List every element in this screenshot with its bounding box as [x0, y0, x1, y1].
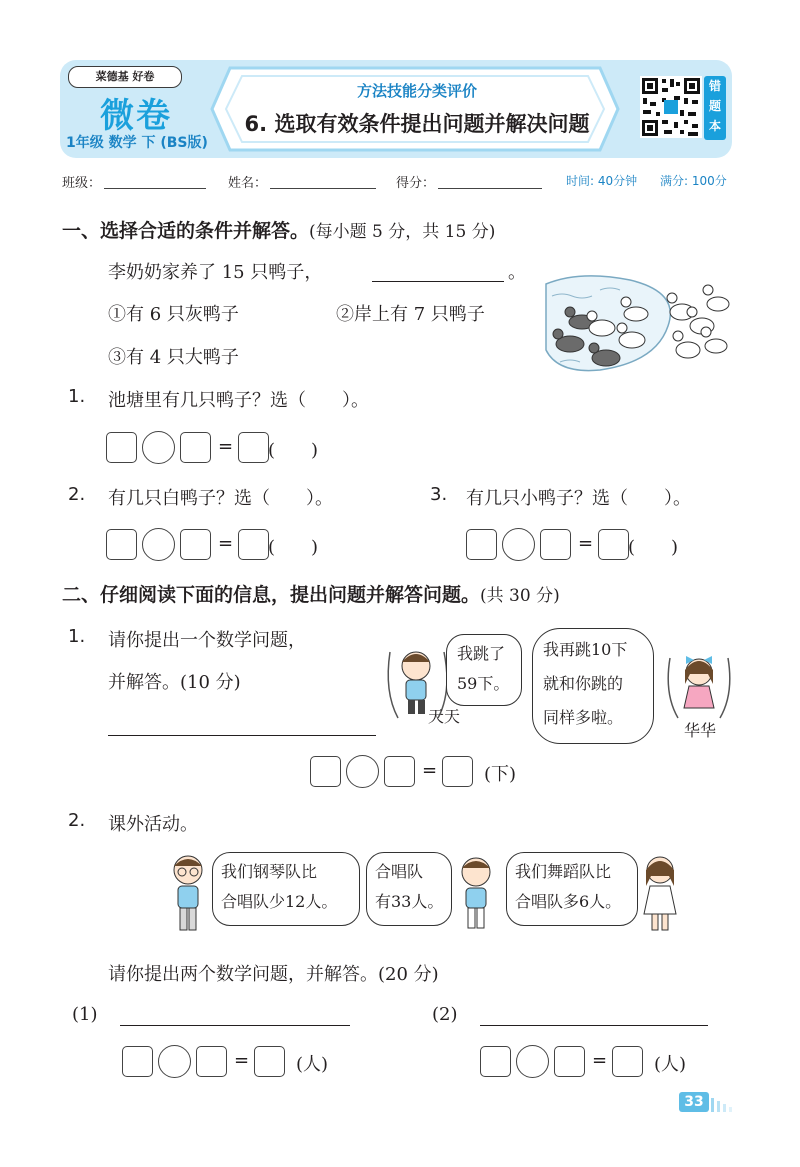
answer-box[interactable] [480, 1046, 511, 1077]
speech-bubble-piano [212, 852, 360, 926]
error-book-tab[interactable] [704, 76, 726, 140]
operator-circle[interactable] [158, 1045, 191, 1078]
unit-blank[interactable]: ( ) [268, 537, 319, 558]
question-write-line[interactable] [480, 1025, 708, 1026]
answer-box[interactable] [310, 756, 341, 787]
option-3: ③有 4 只大鸭子 [108, 347, 239, 368]
operator-circle[interactable] [516, 1045, 549, 1078]
operator-circle[interactable] [142, 528, 175, 561]
section1-score-note: (每小题 5 分，共 15 分) [309, 222, 496, 242]
equals-sign: = [218, 533, 234, 554]
answer-box[interactable] [180, 529, 211, 560]
answer-box[interactable] [540, 529, 571, 560]
score-field[interactable] [438, 188, 542, 189]
bubble-line: 合唱队少12人。 [221, 892, 338, 911]
speech-bubble-tiantian [446, 634, 522, 706]
s1-q2-number: 2. [68, 484, 86, 505]
s2-q1-line2: 并解答。(10 分) [108, 672, 241, 693]
name-huahua: 华华 [684, 721, 717, 740]
answer-box[interactable] [106, 529, 137, 560]
name-label: 姓名： [228, 176, 268, 191]
answer-box[interactable] [196, 1046, 227, 1077]
bubble-line: 有33人。 [375, 892, 444, 911]
girl-illustration [640, 850, 680, 934]
section2-heading [62, 580, 560, 607]
answer-box[interactable] [122, 1046, 153, 1077]
question-write-line[interactable] [120, 1025, 350, 1026]
section2-heading-text: 二、仔细阅读下面的信息，提出问题并解答问题。 [62, 584, 481, 606]
s2-q2-number: 2. [68, 810, 86, 831]
bubble-line: 合唱队多6人。 [515, 892, 622, 911]
error-book-char: 题 [708, 99, 721, 113]
result-box[interactable] [598, 529, 629, 560]
s1-q1-number: 1. [68, 386, 86, 407]
header-subtitle: 方法技能分类评价 [356, 82, 477, 100]
answer-box[interactable] [106, 432, 137, 463]
error-book-char: 错 [708, 79, 721, 93]
option-1: ①有 6 只灰鸭子 [108, 304, 239, 325]
bubble-line: 我们钢琴队比 [221, 862, 318, 881]
full-score: 满分: 100分 [660, 174, 727, 188]
bubble-line: 合唱队 [375, 862, 424, 881]
header-title: 6. 选取有效条件提出问题并解决问题 [244, 112, 590, 136]
section1-heading [62, 216, 495, 243]
section2-score-note: (共 30 分) [480, 586, 560, 606]
equals-sign: = [592, 1050, 608, 1071]
sub-question-2-label: (2) [432, 1004, 458, 1025]
unit-person: (人) [654, 1054, 687, 1075]
bubble-line: 我再跳10下 [543, 640, 628, 659]
equals-sign: = [218, 436, 234, 457]
equals-sign: = [422, 760, 438, 781]
s1-q2-text: 有几只白鸭子？选（ ）。 [108, 488, 333, 509]
speech-bubble-dance [506, 852, 638, 926]
answer-box[interactable] [180, 432, 211, 463]
name-tiantian: 天天 [428, 707, 461, 726]
section1-stem: 李奶奶家养了 15 只鸭子， [108, 262, 323, 283]
page-number: 33 [679, 1092, 709, 1112]
name-field[interactable] [270, 188, 376, 189]
equals-sign: = [234, 1050, 250, 1071]
result-box[interactable] [238, 529, 269, 560]
operator-circle[interactable] [502, 528, 535, 561]
result-box[interactable] [238, 432, 269, 463]
boy-illustration [454, 852, 498, 932]
duck-pond-illustration [540, 266, 734, 382]
girl-jumping-rope-illustration [664, 648, 734, 720]
equals-sign: = [578, 533, 594, 554]
page-decoration-bars [710, 1094, 738, 1112]
result-box[interactable] [442, 756, 473, 787]
class-label: 班级： [62, 176, 102, 191]
option-2: ②岸上有 7 只鸭子 [336, 304, 485, 325]
stem-blank[interactable] [372, 281, 504, 282]
speech-bubble-huahua [532, 628, 654, 744]
s1-q1-text: 池塘里有几只鸭子？选（ ）。 [108, 390, 369, 411]
time-limit: 时间: 40分钟 [566, 174, 638, 188]
operator-circle[interactable] [346, 755, 379, 788]
unit-blank[interactable]: ( ) [628, 537, 679, 558]
result-box[interactable] [612, 1046, 643, 1077]
error-book-char: 本 [708, 119, 721, 133]
s2-q2-prompt: 请你提出两个数学问题，并解答。(20 分) [108, 964, 439, 985]
s2-q1-line1: 请你提出一个数学问题， [108, 630, 306, 651]
section1-heading-text: 一、选择合适的条件并解答。 [62, 220, 310, 242]
class-field[interactable] [104, 188, 206, 189]
score-label: 得分： [396, 176, 436, 191]
bubble-line: 我们舞蹈队比 [515, 862, 612, 881]
s1-q3-text: 有几只小鸭子？选（ ）。 [466, 488, 691, 509]
boy-glasses-illustration [166, 850, 210, 934]
unit-jump: (下) [484, 764, 517, 785]
answer-box[interactable] [466, 529, 497, 560]
s2-q2-text: 课外活动。 [108, 814, 198, 835]
bubble-line: 我跳了 [457, 644, 506, 663]
grade-label: 1年级 数学 下 (BS版) [66, 135, 208, 151]
result-box[interactable] [254, 1046, 285, 1077]
answer-box[interactable] [384, 756, 415, 787]
bubble-line: 同样多啦。 [543, 708, 624, 727]
answer-box[interactable] [554, 1046, 585, 1077]
bubble-line: 59下。 [457, 674, 510, 693]
bubble-line: 就和你跳的 [543, 674, 624, 693]
stem-period: 。 [508, 262, 526, 283]
sub-question-1-label: (1) [72, 1004, 98, 1025]
header-brand-block [60, 60, 228, 158]
qr-code-icon[interactable] [640, 76, 702, 138]
question-write-line[interactable] [108, 735, 376, 736]
title-block [230, 72, 604, 148]
unit-blank[interactable]: ( ) [268, 440, 319, 461]
operator-circle[interactable] [142, 431, 175, 464]
brand-logo: 菜德基 好卷 [68, 66, 182, 88]
unit-person: (人) [296, 1054, 329, 1075]
s2-q1-number: 1. [68, 626, 86, 647]
s1-q3-number: 3. [430, 484, 448, 505]
series-title: 微卷 [100, 96, 172, 136]
speech-bubble-choir [366, 852, 452, 926]
